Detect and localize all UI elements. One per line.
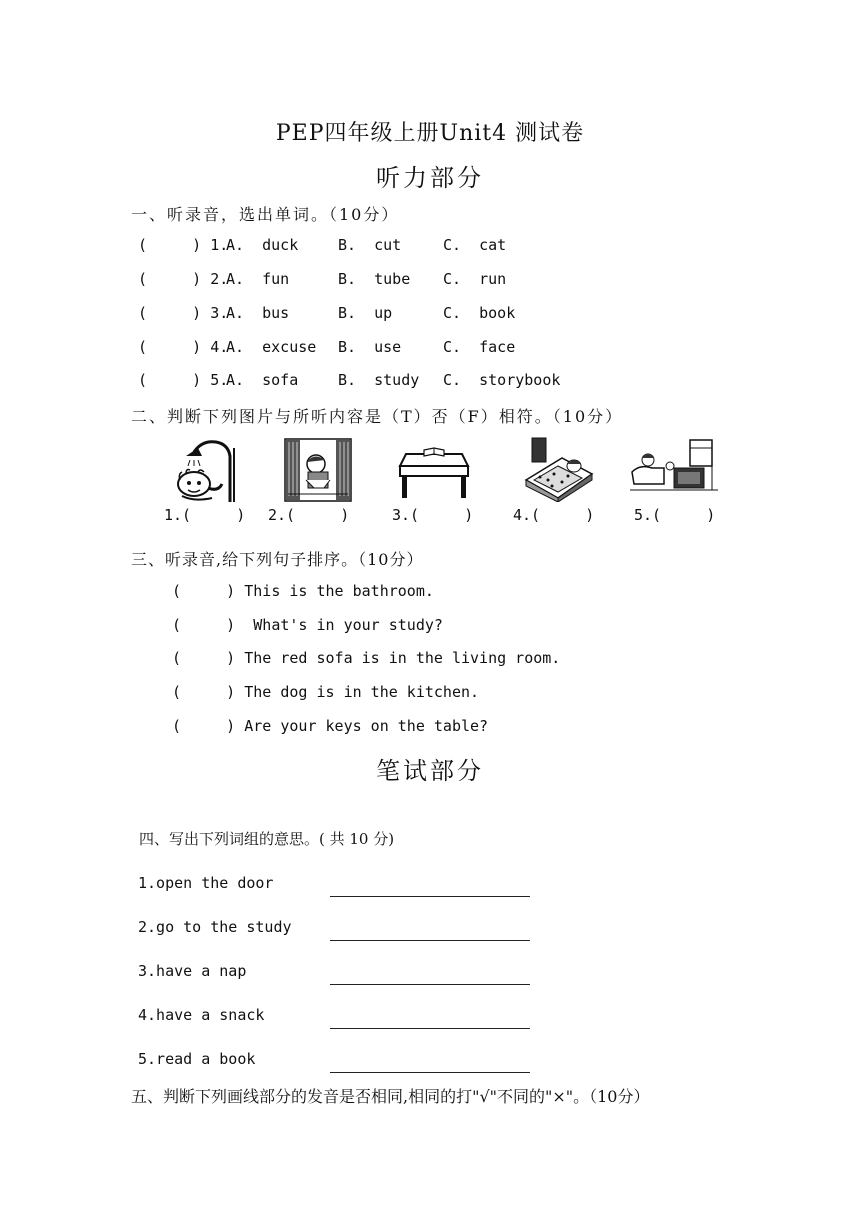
answer-blank: ( ) 2. <box>138 270 229 288</box>
option-b: B. tube <box>338 270 411 288</box>
writing-section-title: 笔试部分 <box>376 757 484 785</box>
answer-line[interactable] <box>330 1028 530 1029</box>
answer-line[interactable] <box>330 940 530 941</box>
phrase: 5.read a book <box>138 1050 256 1068</box>
phrase: 1.open the door <box>138 874 274 892</box>
q3-item: ( ) The dog is in the kitchen. <box>172 683 480 701</box>
answer-blank: ( ) 3. <box>138 304 229 322</box>
q3-item: ( ) The red sofa is in the living room. <box>172 649 561 667</box>
option-b: B. study <box>338 371 420 389</box>
q2-answer-3: 3.( ) <box>392 506 474 524</box>
option-a: A. excuse <box>226 338 317 356</box>
q4-item <box>138 1050 538 1076</box>
q2-answer-5: 5.( ) <box>634 506 716 524</box>
q4-item <box>138 874 538 900</box>
living-room-tv-icon <box>630 436 718 498</box>
option-c: C. run <box>443 270 507 288</box>
q3-item: ( ) This is the bathroom. <box>172 582 434 600</box>
q2-answer-1: 1.( ) <box>164 506 246 524</box>
answer-blank: ( ) 1. <box>138 236 229 254</box>
desk-book-icon <box>398 440 470 500</box>
q3-item: ( ) What's in your study? <box>172 616 443 634</box>
option-a: A. sofa <box>226 371 299 389</box>
q2-heading: 二、判断下列图片与所听内容是（T）否（F）相符。（10分） <box>131 407 624 426</box>
option-a: A. duck <box>226 236 299 254</box>
q1-heading: 一、听录音，选出单词。（10分） <box>131 205 400 224</box>
option-c: C. storybook <box>443 371 561 389</box>
q2-answer-2: 2.( ) <box>268 506 350 524</box>
q4-item <box>138 918 538 944</box>
q4-item <box>138 962 538 988</box>
answer-line[interactable] <box>330 1072 530 1073</box>
answer-blank: ( ) 5. <box>138 371 229 389</box>
listening-section-title: 听力部分 <box>376 164 484 192</box>
option-c: C. face <box>443 338 516 356</box>
bookshelf-reading-icon <box>284 438 352 502</box>
option-a: A. bus <box>226 304 290 322</box>
option-c: C. book <box>443 304 516 322</box>
q3-heading: 三、听录音,给下列句子排序。（10分） <box>131 550 424 569</box>
q4-heading: 四、写出下列词组的意思。( 共 10 分) <box>139 830 395 848</box>
answer-line[interactable] <box>330 984 530 985</box>
phrase: 4.have a snack <box>138 1006 265 1024</box>
option-b: B. use <box>338 338 402 356</box>
page-title: PEP四年级上册Unit4 测试卷 <box>275 121 585 146</box>
q3-item: ( ) Are your keys on the table? <box>172 717 489 735</box>
q5-heading: 五、判断下列画线部分的发音是否相同,相同的打"√"不同的"×"。（10分） <box>131 1087 650 1106</box>
bed-sleeping-icon <box>524 436 594 502</box>
q4-item <box>138 1006 538 1032</box>
option-b: B. up <box>338 304 393 322</box>
option-a: A. fun <box>226 270 290 288</box>
answer-line[interactable] <box>330 896 530 897</box>
phrase: 2.go to the study <box>138 918 292 936</box>
phrase: 3.have a nap <box>138 962 247 980</box>
shower-icon <box>172 438 244 504</box>
option-c: C. cat <box>443 236 507 254</box>
option-b: B. cut <box>338 236 402 254</box>
q2-answer-4: 4.( ) <box>513 506 595 524</box>
answer-blank: ( ) 4. <box>138 338 229 356</box>
